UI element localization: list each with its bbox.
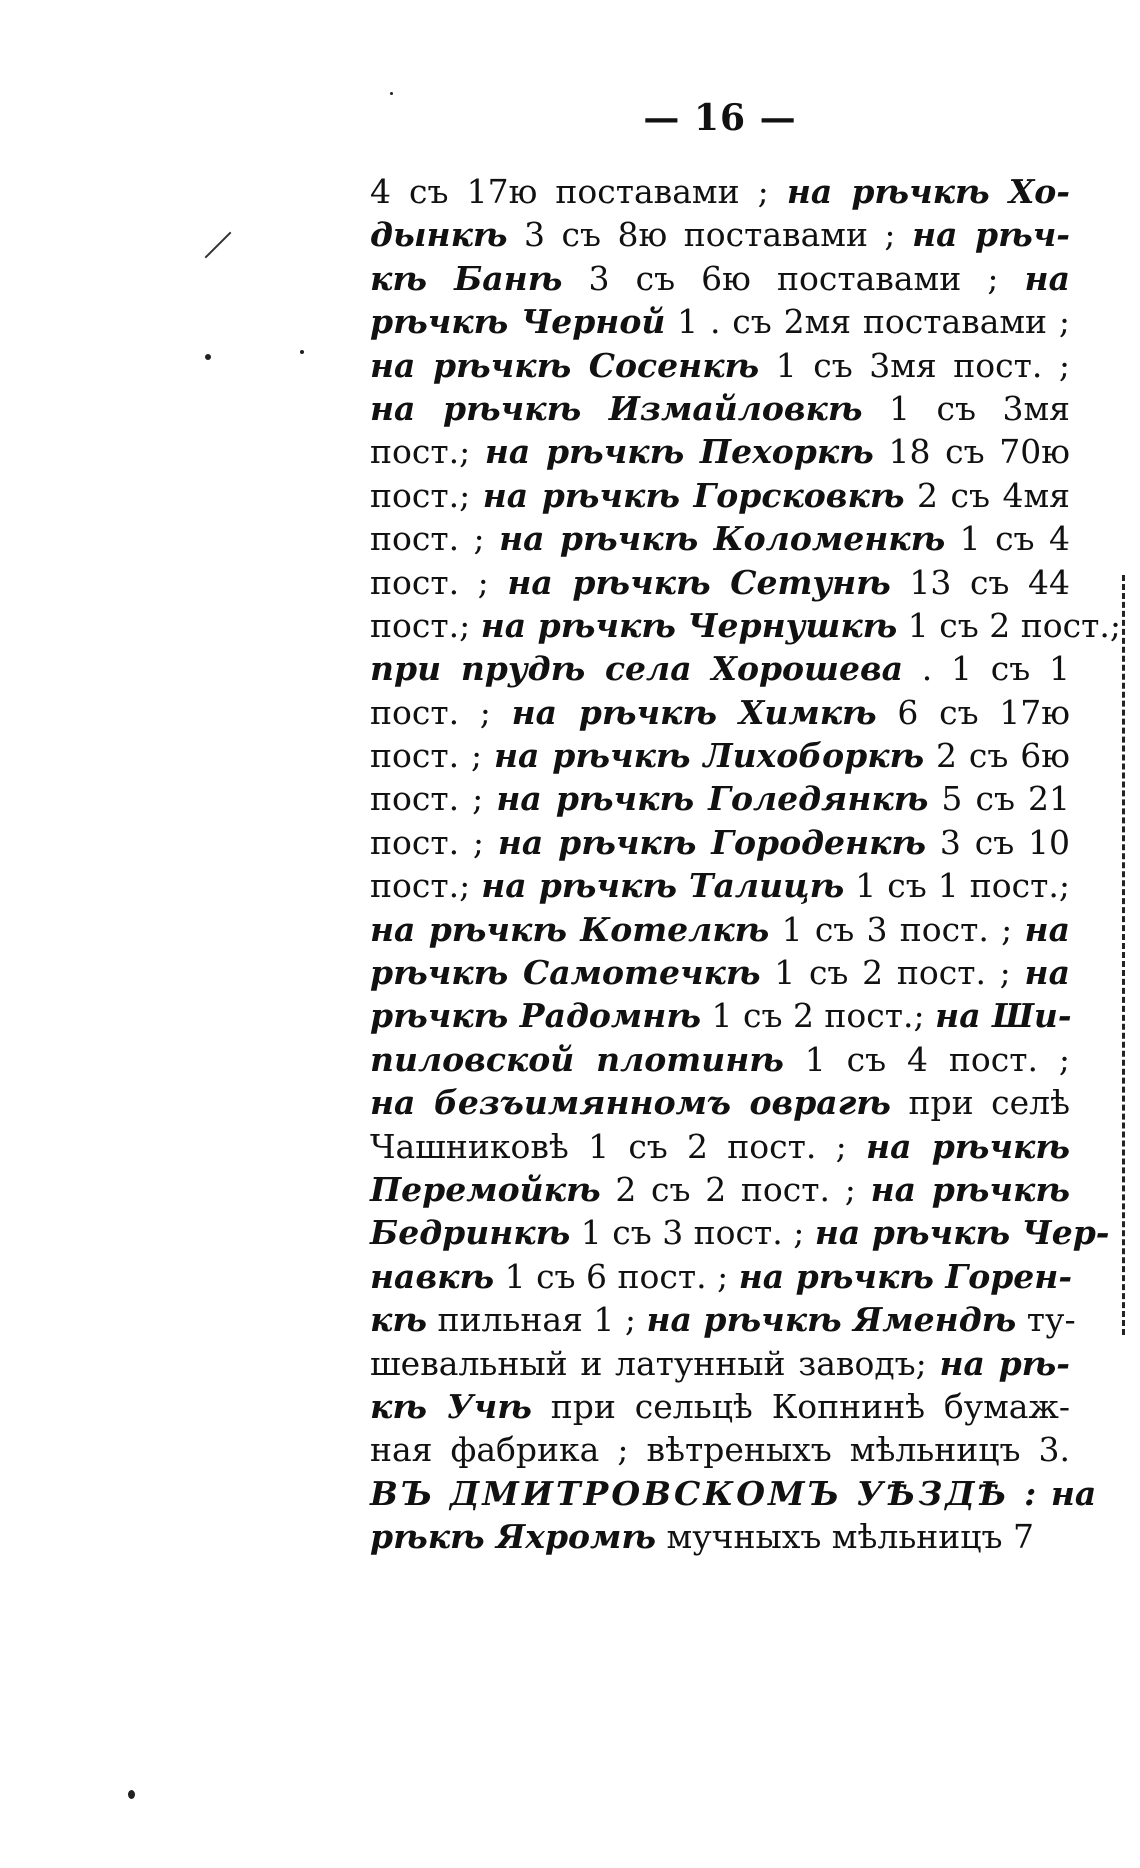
italic-segment: дынкѣ bbox=[370, 215, 508, 255]
italic-segment: на рѣч- bbox=[912, 215, 1071, 255]
text-line bbox=[370, 777, 1070, 820]
text-segment: 1 съ 1 пост.; bbox=[844, 866, 1070, 906]
page-number: — 16 — bbox=[643, 97, 797, 139]
italic-segment: на Ши- bbox=[935, 996, 1072, 1036]
text-line bbox=[370, 1255, 1073, 1298]
text-segment: при селѣ bbox=[890, 1083, 1071, 1123]
text-segment: Чашниковѣ 1 съ 2 пост. ; bbox=[370, 1126, 867, 1166]
italic-segment: пиловской плотинѣ bbox=[370, 1039, 784, 1079]
ink-speck bbox=[390, 92, 393, 95]
italic-segment: на рѣчкѣ Сетунѣ bbox=[507, 562, 891, 602]
italic-segment: на рѣчкѣ Горсковкѣ bbox=[482, 475, 905, 515]
italic-segment: Бедринкѣ bbox=[370, 1213, 571, 1253]
text-segment: пост.; bbox=[370, 866, 482, 906]
text-segment: 13 съ 44 bbox=[890, 562, 1070, 602]
ink-stroke bbox=[205, 232, 232, 259]
italic-segment: на рѣчкѣ Горен- bbox=[738, 1256, 1073, 1296]
text-line bbox=[370, 1168, 1070, 1211]
text-line bbox=[370, 561, 1070, 604]
text-segment: 1 съ 6 пост. ; bbox=[494, 1256, 739, 1296]
text-segment: 2 съ 6ю bbox=[924, 736, 1070, 776]
text-segment: пост.; bbox=[370, 475, 483, 515]
text-line bbox=[370, 474, 1070, 517]
italic-segment: кѣ Учѣ bbox=[370, 1386, 532, 1426]
text-segment: 1 съ 3 пост. ; bbox=[769, 909, 1025, 949]
ink-speck bbox=[205, 354, 211, 360]
text-line bbox=[370, 604, 1121, 647]
text-segment: пост. ; bbox=[370, 779, 497, 819]
italic-segment: на рѣчкѣ Чернушкѣ bbox=[480, 605, 898, 645]
italic-segment: кѣ Банѣ bbox=[370, 258, 563, 298]
italic-segment: на рѣчкѣ Ямендѣ bbox=[646, 1300, 1017, 1340]
text-segment: 1 съ 2 пост. ; bbox=[760, 953, 1025, 993]
text-segment: 1 . съ 2мя поставами ; bbox=[665, 302, 1070, 342]
text-segment: 1 съ 3мя пост. ; bbox=[759, 345, 1070, 385]
ink-speck bbox=[128, 1790, 135, 1799]
ink-speck bbox=[300, 350, 304, 354]
italic-segment: на рѣчкѣ Коломенкѣ bbox=[499, 519, 946, 559]
text-line bbox=[370, 300, 1070, 343]
italic-segment: рѣкѣ Яхромѣ bbox=[370, 1517, 657, 1557]
italic-segment: на безъимянномъ оврагѣ bbox=[370, 1083, 891, 1123]
text-segment: шевальный и латунный заводъ; bbox=[370, 1343, 940, 1383]
italic-segment: на рѣчкѣ bbox=[866, 1126, 1071, 1166]
text-line bbox=[370, 1211, 1110, 1254]
text-segment: ту- bbox=[1016, 1300, 1076, 1340]
italic-segment: на bbox=[1039, 1473, 1097, 1513]
text-line bbox=[370, 691, 1070, 734]
text-segment: 3 съ 8ю поставами ; bbox=[507, 215, 913, 255]
text-segment: 1 съ 2 пост.; bbox=[701, 996, 936, 1036]
text-line bbox=[370, 1125, 1070, 1168]
text-line bbox=[370, 213, 1070, 256]
text-line bbox=[370, 951, 1070, 994]
text-line bbox=[370, 1472, 1097, 1515]
italic-segment: рѣчкѣ Черной bbox=[370, 302, 666, 342]
text-segment: 2 съ 2 пост. ; bbox=[600, 1169, 871, 1209]
text-line bbox=[370, 647, 1070, 690]
text-segment: пост. ; bbox=[370, 692, 512, 732]
italic-segment: на рѣчкѣ Голедянкѣ bbox=[496, 779, 929, 819]
italic-segment: навкѣ bbox=[370, 1256, 495, 1296]
text-line bbox=[370, 821, 1070, 864]
italic-segment: на рѣчкѣ Хо- bbox=[786, 172, 1071, 211]
text-segment: 3 съ 6ю поставами ; bbox=[562, 258, 1025, 298]
italic-segment: на рѣчкѣ Лихоборкѣ bbox=[493, 736, 925, 776]
italic-segment: на рѣ- bbox=[939, 1343, 1070, 1383]
text-line bbox=[370, 1342, 1070, 1385]
text-line bbox=[370, 387, 1070, 430]
italic-segment: на рѣчкѣ Измайловкѣ bbox=[370, 388, 863, 428]
text-segment: пост. ; bbox=[370, 822, 498, 862]
text-line bbox=[370, 1298, 1076, 1341]
text-line bbox=[370, 734, 1070, 777]
text-line bbox=[370, 864, 1070, 907]
text-line bbox=[370, 1385, 1070, 1428]
text-segment: пост.; bbox=[370, 605, 481, 645]
text-line bbox=[370, 430, 1070, 473]
text-segment: 1 съ 4 пост. ; bbox=[783, 1039, 1070, 1079]
text-segment: мучныхъ мѣльницъ 7 bbox=[656, 1517, 1034, 1557]
italic-segment: на рѣчкѣ Талицѣ bbox=[481, 866, 845, 906]
text-segment: 1 съ 3 пост. ; bbox=[570, 1213, 815, 1253]
text-segment: пост. ; bbox=[370, 519, 500, 559]
text-segment: 1 съ 4 bbox=[945, 519, 1070, 559]
italic-segment: при прудѣ села Хорошева bbox=[370, 649, 904, 689]
text-segment: 1 съ 3мя bbox=[862, 388, 1070, 428]
italic-segment: на bbox=[1024, 258, 1070, 298]
text-segment: 3 съ 10 bbox=[926, 822, 1070, 862]
italic-segment: кѣ bbox=[370, 1300, 427, 1340]
text-line bbox=[370, 1038, 1070, 1081]
text-segment: 1 съ 2 пост.; bbox=[897, 605, 1121, 645]
text-segment: пост.; bbox=[370, 432, 485, 472]
text-segment: 4 съ 17ю поставами ; bbox=[370, 172, 787, 211]
text-line bbox=[370, 517, 1070, 560]
text-segment: пост. ; bbox=[370, 562, 508, 602]
italic-segment: рѣчкѣ Самотечкѣ bbox=[370, 953, 761, 993]
italic-segment: на bbox=[1024, 953, 1070, 993]
text-segment: пост. ; bbox=[370, 736, 494, 776]
text-line bbox=[370, 994, 1070, 1037]
italic-segment: рѣчкѣ Радомнѣ bbox=[370, 996, 701, 1036]
text-line bbox=[370, 344, 1070, 387]
italic-segment: на рѣчкѣ Химкѣ bbox=[511, 692, 877, 732]
margin-rule bbox=[1122, 575, 1128, 1335]
text-segment: ная фабрика ; вѣтреныхъ мѣльницъ 3. bbox=[370, 1430, 1070, 1470]
italic-segment: ВЪ ДМИТРОВСКОМЪ УѢЗДѢ : bbox=[370, 1473, 1040, 1513]
text-segment: 6 съ 17ю bbox=[876, 692, 1070, 732]
italic-segment: на bbox=[1024, 909, 1070, 949]
italic-segment: на рѣчкѣ Пехоркѣ bbox=[484, 432, 874, 472]
text-line bbox=[370, 1515, 1070, 1558]
italic-segment: Перемойкѣ bbox=[370, 1169, 601, 1209]
text-segment: при сельцѣ Копнинѣ бумаж- bbox=[531, 1386, 1070, 1426]
text-line bbox=[370, 908, 1070, 951]
text-segment: 5 съ 21 bbox=[928, 779, 1070, 819]
text-segment: . 1 съ 1 bbox=[903, 649, 1070, 689]
italic-segment: на рѣчкѣ bbox=[870, 1169, 1070, 1209]
italic-segment: на рѣчкѣ Чер- bbox=[814, 1213, 1110, 1253]
text-segment: 2 съ 4мя bbox=[904, 475, 1070, 515]
italic-segment: на рѣчкѣ Котелкѣ bbox=[370, 909, 770, 949]
text-line bbox=[370, 1428, 1070, 1471]
text-segment: пильная 1 ; bbox=[426, 1300, 647, 1340]
italic-segment: на рѣчкѣ Сосенкѣ bbox=[370, 345, 760, 385]
body-text bbox=[370, 170, 1121, 1559]
text-segment: 18 съ 70ю bbox=[873, 432, 1070, 472]
text-line bbox=[370, 170, 1070, 213]
text-line bbox=[370, 257, 1070, 300]
text-line bbox=[370, 1081, 1070, 1124]
italic-segment: на рѣчкѣ Городенкѣ bbox=[497, 822, 927, 862]
